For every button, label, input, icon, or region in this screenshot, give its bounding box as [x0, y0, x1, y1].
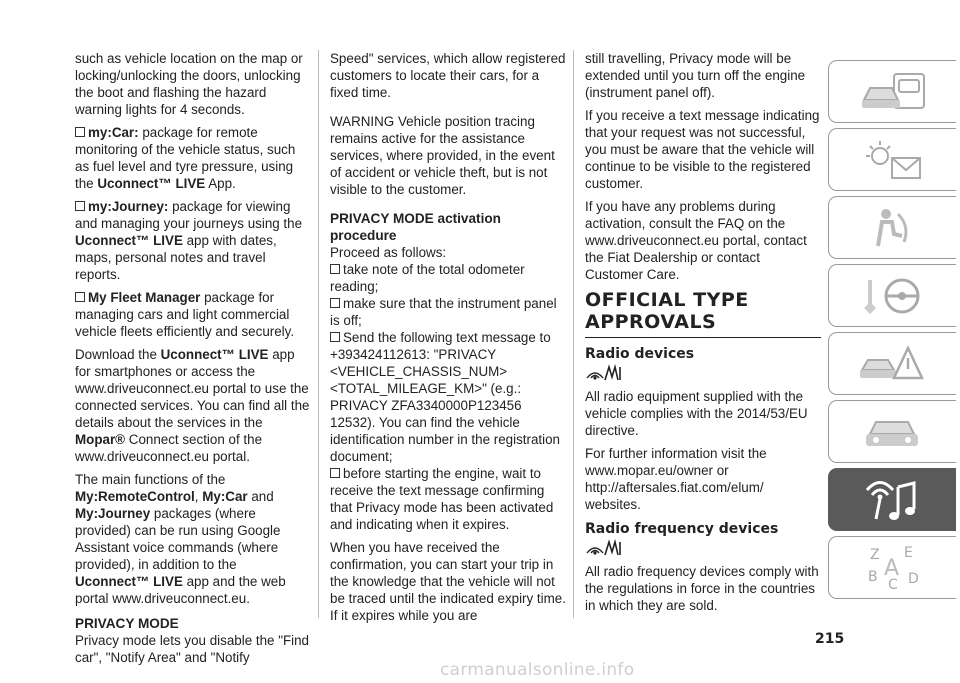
column-divider — [318, 50, 319, 618]
warning-lights-icon — [858, 138, 928, 182]
heading-radio-devices: Radio devices — [585, 346, 695, 362]
paragraph: Speed" services, which allow registered customers to locate their cars, for a fixed time. — [330, 51, 566, 100]
bullet-square-icon — [330, 298, 340, 308]
tab-safety[interactable] — [828, 196, 956, 259]
bullet-myjourney: my:Journey: package for viewing and managing your journeys using the Uconnect™ LIVE app with dates, maps, personal notes and travel reports. — [75, 199, 303, 282]
column-divider — [573, 50, 574, 618]
bullet-fleet-manager: My Fleet Manager package for managing cars and light commercial vehicle fleets efficiently and securely. — [75, 290, 295, 339]
bullet-square-icon — [75, 201, 85, 211]
paragraph: still travelling, Privacy mode will be extended until you turn off the engine (instrument panel off). — [585, 51, 806, 100]
bullet-square-icon — [75, 127, 85, 137]
paragraph-download: Download the Uconnect™ LIVE app for smartphones or access the www.driveuconnect.eu portal to use the connected services. You can find all the details about the services in the Mopar® Connect section of the www.driveuconnect.eu portal. — [75, 347, 310, 464]
column-2 — [330, 50, 566, 630]
svg-text:D: D — [907, 570, 919, 587]
safety-airbag-icon — [858, 206, 928, 250]
svg-text:C: C — [887, 576, 898, 593]
svg-text:A: A — [883, 555, 899, 581]
heading-official-type-approvals: OFFICIAL TYPE APPROVALS — [585, 289, 821, 338]
tab-starting-driving[interactable] — [828, 264, 956, 327]
heading-privacy-mode: PRIVACY MODE — [75, 616, 179, 631]
heading-radio-frequency-devices: Radio frequency devices — [585, 521, 779, 537]
step-3: Send the following text message to +393424112613: "PRIVACY <VEHICLE_CHASSIS_NUM> <TOTAL_MILEAGE_KM>" (e.g.: PRIVACY ZFA3340000P123456 12532). You can find the vehicle identification number in the registration document; — [330, 330, 561, 464]
svg-text:Z: Z — [869, 546, 880, 563]
tab-car-dashboard[interactable] — [828, 60, 956, 123]
paragraph: If you receive a text message indicating that your request was not successful, you must be aware that the vehicle will continue to be visible to the registered customer. — [585, 108, 820, 191]
paragraph: For further information visit the www.mopar.eu/owner or http://aftersales.fiat.com/elum/ websites. — [585, 446, 767, 512]
bullet-square-icon — [75, 292, 85, 302]
index-icon — [858, 543, 928, 593]
tab-index[interactable] — [828, 536, 956, 599]
radio-certification-icon — [585, 364, 623, 384]
bullet-square-icon — [330, 332, 340, 342]
tab-emergency[interactable] — [828, 332, 956, 395]
bullet-square-icon — [330, 264, 340, 274]
watermark: carmanualsonline.info — [440, 660, 635, 680]
paragraph: Proceed as follows: — [330, 245, 447, 260]
page-number: 215 — [815, 631, 845, 647]
svg-text:B: B — [867, 568, 878, 585]
paragraph: such as vehicle location on the map or locking/unlocking the doors, unlocking the boot and flashing the hazard warning lights for 4 seconds. — [75, 51, 303, 117]
maintenance-car-icon — [858, 410, 928, 454]
step-2: make sure that the instrument panel is off; — [330, 296, 557, 328]
tab-maintenance[interactable] — [828, 400, 956, 463]
column-3 — [585, 50, 821, 620]
emergency-icon — [858, 342, 928, 386]
paragraph: If you have any problems during activation, consult the FAQ on the www.driveuconnect.eu portal, contact the Fiat Dealership or contact Customer Care. — [585, 199, 807, 282]
multimedia-icon — [858, 475, 928, 525]
paragraph-functions: The main functions of the My:RemoteControl, My:Car and My:Journey packages (where provided) can be run using Google Assistant voice commands (where provided), in addition to the Uconnect™ LIVE app and the web portal www.driveuconnect.eu. — [75, 472, 286, 606]
steering-icon — [858, 274, 928, 318]
bullet-mycar: my:Car: package for remote monitoring of the vehicle status, such as fuel level and tyre pressure, using the Uconnect™ LIVE App. — [75, 125, 296, 191]
radio-certification-icon — [585, 539, 623, 559]
tab-warning-lights[interactable] — [828, 128, 956, 191]
paragraph-privacy: Privacy mode lets you disable the "Find car", "Notify Area" and "Notify — [75, 633, 309, 665]
heading-activation-procedure: PRIVACY MODE activation procedure — [330, 211, 501, 243]
paragraph: All radio equipment supplied with the vehicle complies with the 2014/53/EU directive. — [585, 389, 808, 438]
step-1: take note of the total odometer reading; — [330, 262, 525, 294]
bullet-square-icon — [330, 468, 340, 478]
svg-text:E: E — [903, 544, 913, 561]
paragraph: When you have received the confirmation, you can start your trip in the knowledge that the vehicle will not be traced until the indicated expiry time. If it expires while you are — [330, 540, 566, 623]
paragraph: All radio frequency devices comply with the regulations in force in the countries in which they are sold. — [585, 564, 819, 613]
chapter-tabs — [828, 60, 956, 604]
tab-multimedia[interactable] — [828, 468, 956, 531]
step-4: before starting the engine, wait to receive the text message confirming that Privacy mode has been activated and indicating when it expires. — [330, 466, 554, 532]
car-dashboard-icon — [858, 70, 928, 114]
warning-text: WARNING Vehicle position tracing remains active for the assistance services, where provided, in the event of accident or vehicle theft, but is not visible to the customer. — [330, 114, 555, 197]
column-1 — [75, 50, 311, 672]
